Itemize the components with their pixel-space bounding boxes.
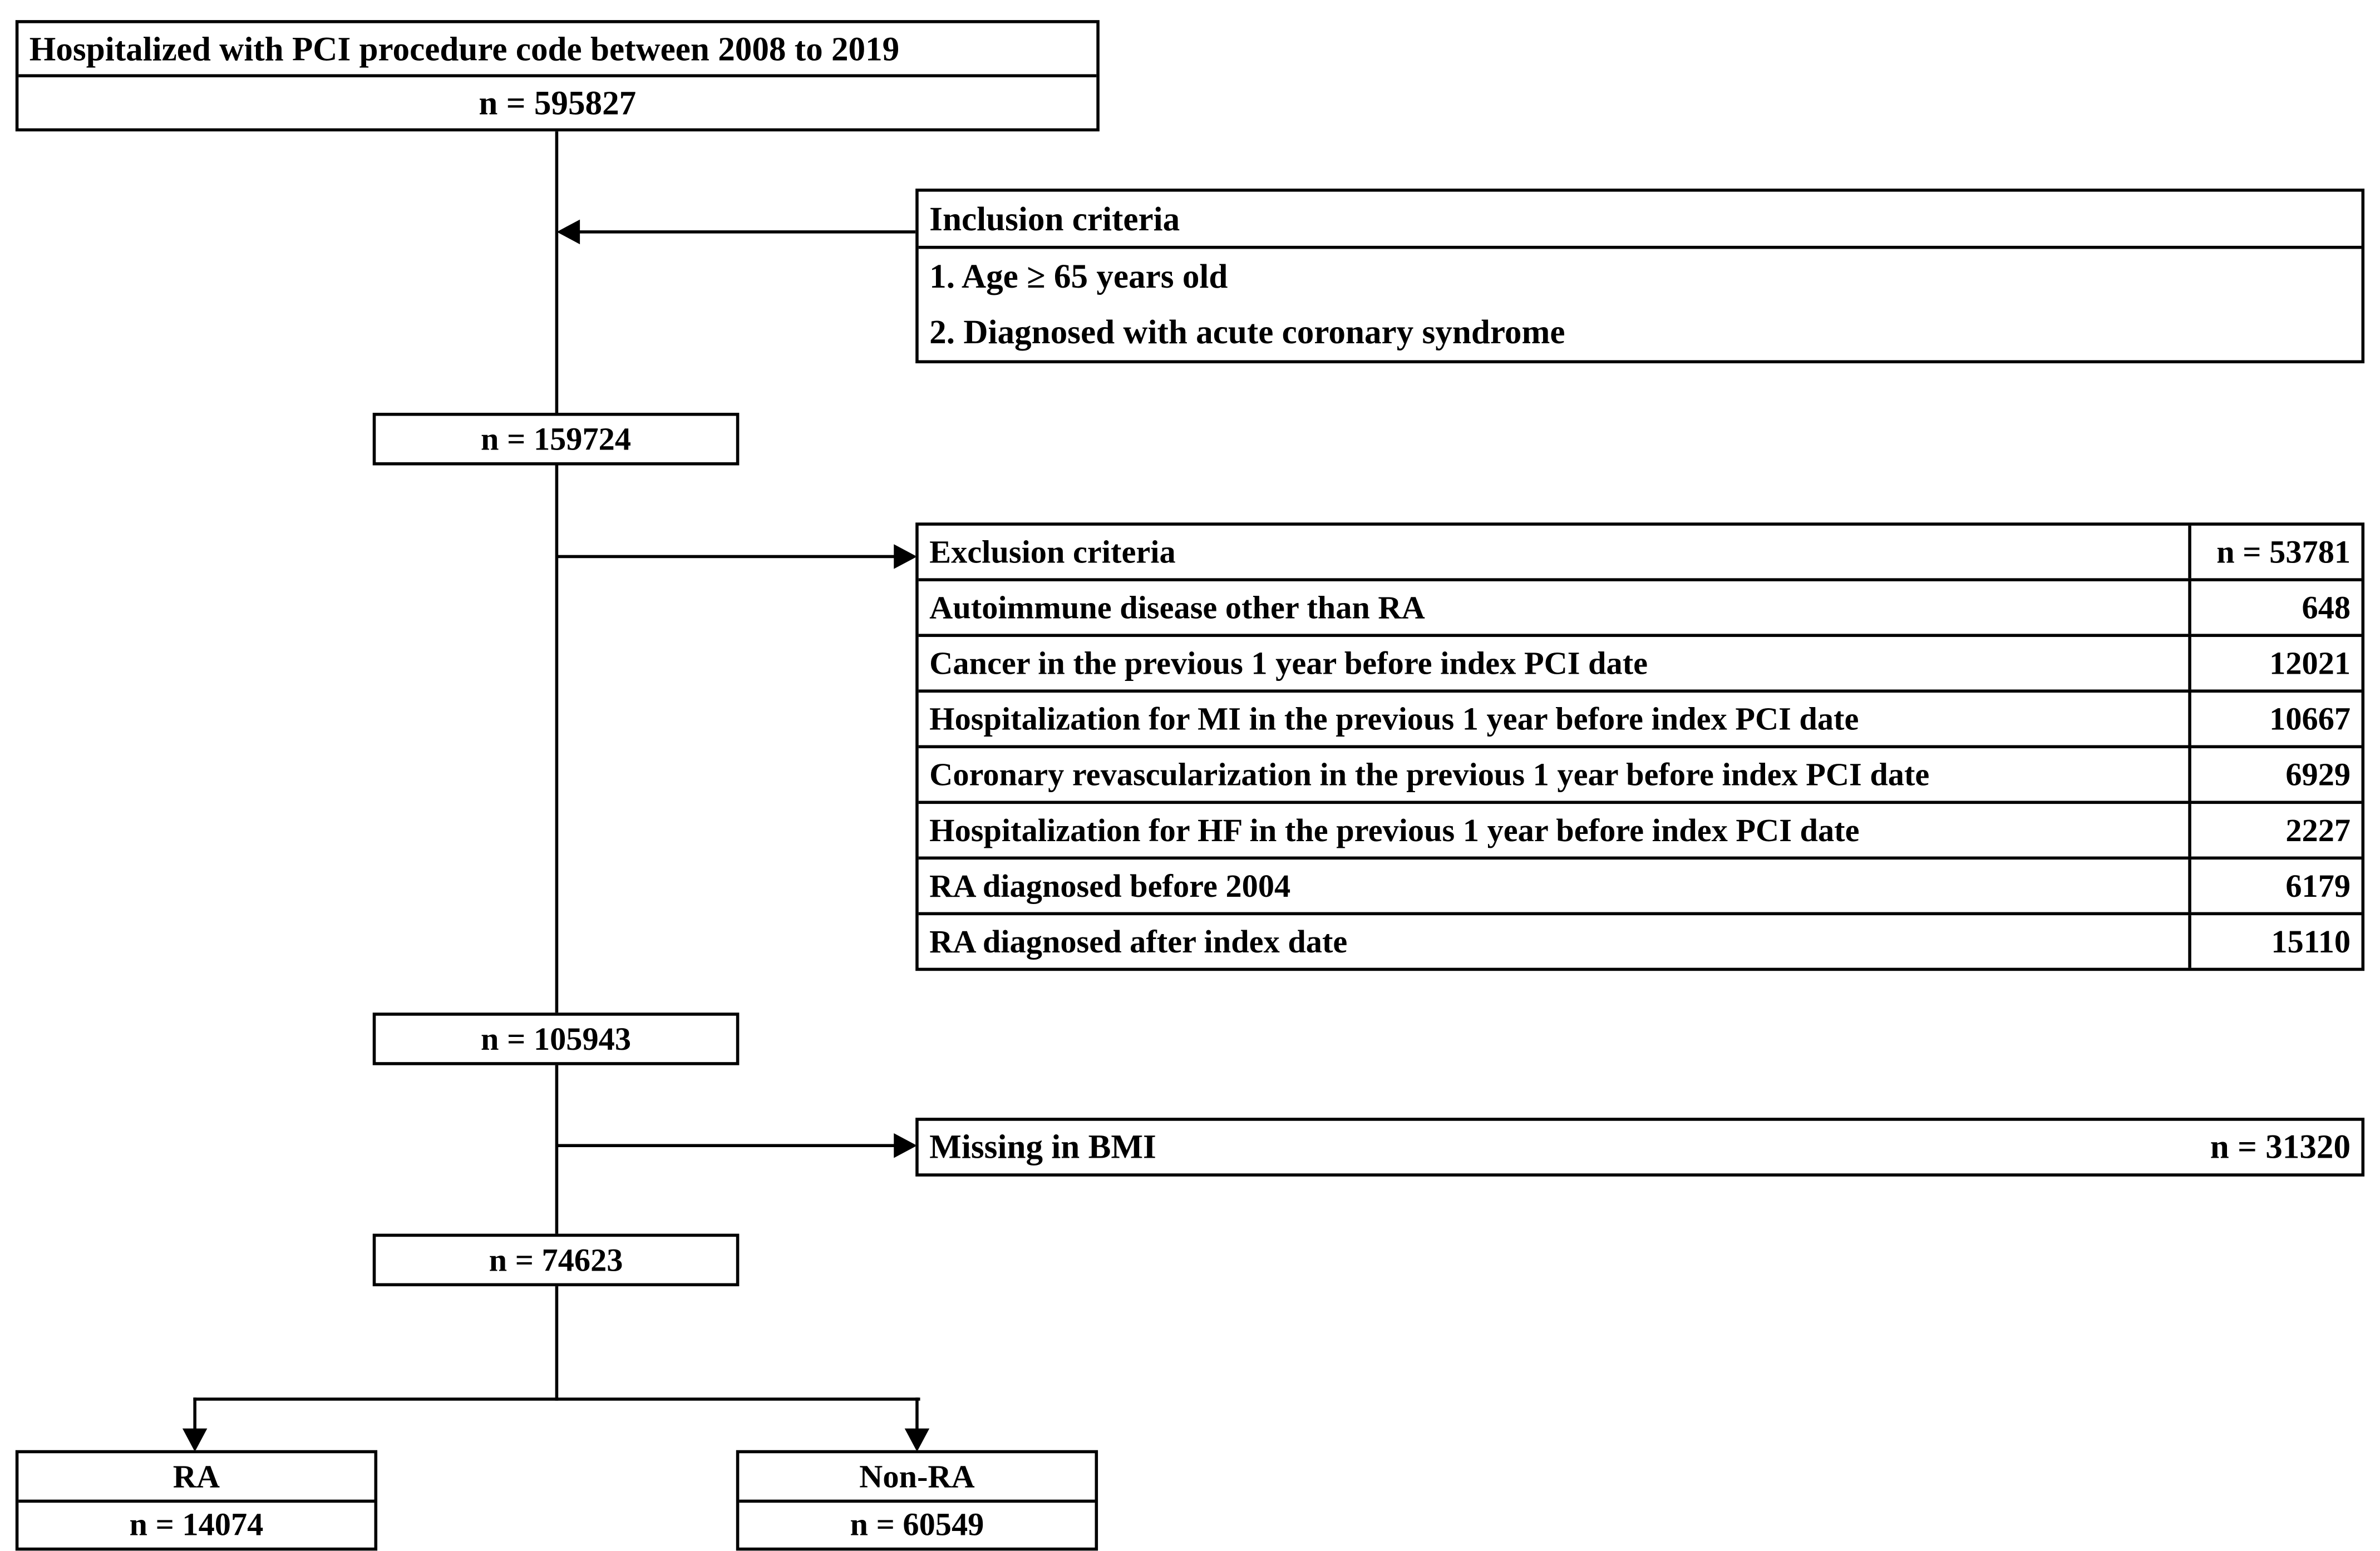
count-after-inclusion-box — [373, 413, 740, 465]
inclusion-criteria-header: Inclusion criteria — [919, 192, 2362, 249]
branch-left-stub-line — [193, 1397, 196, 1431]
inclusion-criteria-box — [915, 189, 2364, 363]
exclusion-row-count: 648 — [2188, 581, 2361, 634]
top-population-count: n = 595827 — [479, 83, 637, 122]
count-after-bmi-box — [373, 1234, 740, 1286]
nonra-group-count: n = 60549 — [850, 1506, 984, 1544]
top-population-title: Hospitalized with PCI procedure code between 2008 to 2019 — [18, 23, 1096, 77]
inclusion-arrowhead-icon — [556, 220, 580, 244]
exclusion-row-count: 12021 — [2188, 637, 2361, 689]
count-after-exclusion: n = 105943 — [481, 1020, 632, 1058]
inclusion-connector-line — [577, 230, 916, 234]
inclusion-criteria-item: 1. Age ≥ 65 years old — [929, 257, 1228, 297]
missing-bmi-count: n = 31320 — [2210, 1127, 2351, 1166]
ra-arrowhead-icon — [183, 1429, 207, 1452]
exclusion-row — [919, 804, 2362, 860]
count-after-exclusion-box — [373, 1012, 740, 1065]
nonra-arrowhead-icon — [905, 1429, 929, 1452]
exclusion-row — [919, 637, 2362, 693]
exclusion-row-count: 10667 — [2188, 693, 2361, 745]
exclusion-row-label: RA diagnosed after index date — [929, 922, 1348, 960]
count-after-bmi: n = 74623 — [489, 1241, 623, 1279]
bmi-connector-line — [556, 1144, 896, 1147]
exclusion-row-label: Hospitalization for HF in the previous 1 year before index PCI date — [929, 811, 1860, 848]
missing-bmi-box — [915, 1118, 2364, 1177]
exclusion-row-count: 6179 — [2188, 860, 2361, 912]
exclusion-header-count: n = 53781 — [2188, 526, 2361, 578]
exclusion-row — [919, 860, 2362, 915]
exclusion-header-row — [919, 526, 2362, 581]
exclusion-row-label: Coronary revascularization in the previous 1 year before index PCI date — [929, 755, 1930, 793]
count-after-inclusion: n = 159724 — [481, 420, 632, 458]
branch-right-stub-line — [915, 1397, 919, 1431]
exclusion-row — [919, 693, 2362, 748]
missing-bmi-row — [919, 1121, 2362, 1173]
nonra-group-label: Non-RA — [739, 1453, 1095, 1502]
exclusion-row-count: 6929 — [2188, 748, 2361, 801]
nonra-group-box — [736, 1450, 1098, 1551]
exclusion-row-label: Hospitalization for MI in the previous 1 year before index PCI date — [929, 699, 1859, 737]
branch-connector-line — [193, 1397, 920, 1401]
exclusion-row-label: Cancer in the previous 1 year before index PCI date — [929, 644, 1648, 681]
missing-bmi-label: Missing in BMI — [929, 1127, 1156, 1166]
exclusion-row — [919, 915, 2362, 967]
inclusion-criteria-item: 2. Diagnosed with acute coronary syndrome — [929, 313, 1565, 352]
exclusion-row-count: 15110 — [2188, 915, 2361, 967]
exclusion-row-count: 2227 — [2188, 804, 2361, 856]
exclusion-criteria-table — [915, 522, 2364, 971]
exclusion-connector-line — [556, 555, 896, 559]
exclusion-row — [919, 748, 2362, 804]
exclusion-header-label: Exclusion criteria — [929, 532, 1176, 570]
bmi-arrowhead-icon — [894, 1133, 917, 1158]
ra-group-count: n = 14074 — [129, 1506, 264, 1544]
exclusion-arrowhead-icon — [894, 544, 917, 569]
exclusion-row — [919, 581, 2362, 637]
ra-group-label: RA — [18, 1453, 374, 1502]
exclusion-row-label: Autoimmune disease other than RA — [929, 588, 1425, 626]
top-population-box — [16, 20, 1100, 131]
exclusion-row-label: RA diagnosed before 2004 — [929, 866, 1291, 904]
ra-group-box — [16, 1450, 377, 1551]
main-connector-line — [555, 130, 559, 1400]
